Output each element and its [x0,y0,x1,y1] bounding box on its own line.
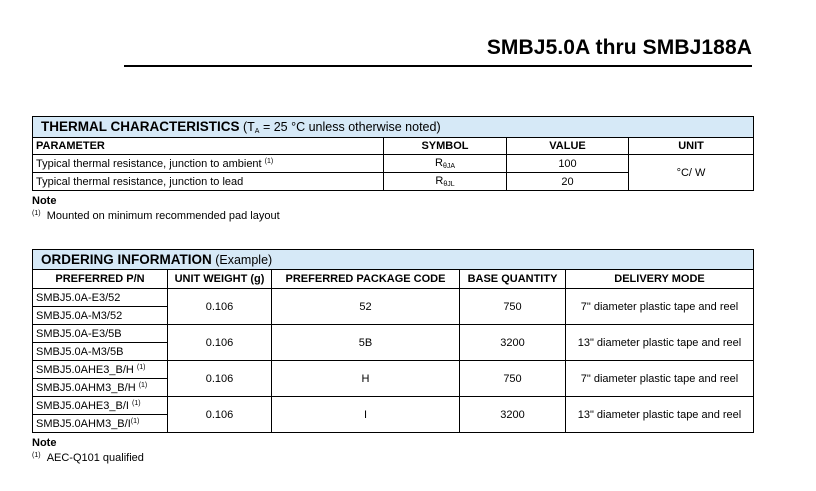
delivery-mode-cell: 13" diameter plastic tape and reel [566,325,754,361]
symbol-cell: $R_{\theta JA}$ [384,155,507,173]
thermal-header-row [33,138,754,155]
column-header: VALUE [507,138,629,155]
table-row [33,325,754,343]
parameter-cell: Typical thermal resistance, junction to ambient $^{(1)}$ [33,155,384,173]
ordering-subtitle: (Example) [215,253,273,267]
thermal-condition: ($T_A = 25$ °C unless otherwise noted) [242,120,441,135]
package-code-cell: H [272,361,460,397]
value-cell: 20 [507,173,629,191]
base-quantity-cell: 3200 [460,325,566,361]
thermal-characteristics-table [32,116,754,191]
column-header: PREFERRED P/N [33,270,168,289]
unit-weight-cell: 0.106 [168,397,272,433]
table-row [33,361,754,379]
parameter-cell: Typical thermal resistance, junction to lead [33,173,384,191]
unit-weight-cell: 0.106 [168,361,272,397]
column-header: PREFERRED PACKAGE CODE [272,270,460,289]
column-header: UNIT WEIGHT (g) [168,270,272,289]
table-row [33,289,754,307]
unit-weight-cell: 0.106 [168,325,272,361]
ordering-information-table [32,249,754,433]
title-rule [124,65,752,67]
part-number-cell: SMBJ5.0A-M3/52 [33,307,168,325]
base-quantity-cell: 3200 [460,397,566,433]
base-quantity-cell: 750 [460,361,566,397]
table-row [33,397,754,415]
thermal-note-text: $^{(1)}$ Mounted on minimum recommended pad layout [32,210,280,222]
package-code-cell: 5B [272,325,460,361]
ordering-note-text: $^{(1)}$ AEC-Q101 qualified [32,452,144,464]
thermal-banner [33,117,754,138]
delivery-mode-cell: 7" diameter plastic tape and reel [566,361,754,397]
column-header: BASE QUANTITY [460,270,566,289]
unit-cell: °C/ W [629,155,754,191]
column-header: UNIT [629,138,754,155]
ordering-banner [33,250,754,270]
part-number-cell: SMBJ5.0AHE3_B/I $^{(1)}$ [33,397,168,415]
delivery-mode-cell: 13" diameter plastic tape and reel [566,397,754,433]
base-quantity-cell: 750 [460,289,566,325]
column-header: SYMBOL [384,138,507,155]
part-number-cell: SMBJ5.0A-M3/5B [33,343,168,361]
column-header: PARAMETER [33,138,384,155]
unit-weight-cell: 0.106 [168,289,272,325]
part-number-cell: SMBJ5.0A-E3/52 [33,289,168,307]
part-number-cell: $SMBJ5.0AHM3\_B/I^{(1)}$ [33,415,168,433]
delivery-mode-cell: 7" diameter plastic tape and reel [566,289,754,325]
package-code-cell: I [272,397,460,433]
value-cell: 100 [507,155,629,173]
column-header: DELIVERY MODE [566,270,754,289]
part-number-cell: SMBJ5.0AHE3_B/H $^{(1)}$ [33,361,168,379]
part-number-cell: SMBJ5.0A-E3/5B [33,325,168,343]
ordering-title: ORDERING INFORMATION [41,252,212,267]
thermal-title: THERMAL CHARACTERISTICS [41,119,240,134]
table-row [33,155,754,173]
ordering-header-row [33,270,754,289]
part-number-cell: SMBJ5.0AHM3_B/H $^{(1)}$ [33,379,168,397]
package-code-cell: 52 [272,289,460,325]
thermal-note-heading: Note [32,195,57,207]
symbol-cell: $R_{\theta JL}$ [384,173,507,191]
ordering-note-heading: Note [32,437,57,449]
document-title: SMBJ5.0A thru SMBJ188A [486,36,752,59]
